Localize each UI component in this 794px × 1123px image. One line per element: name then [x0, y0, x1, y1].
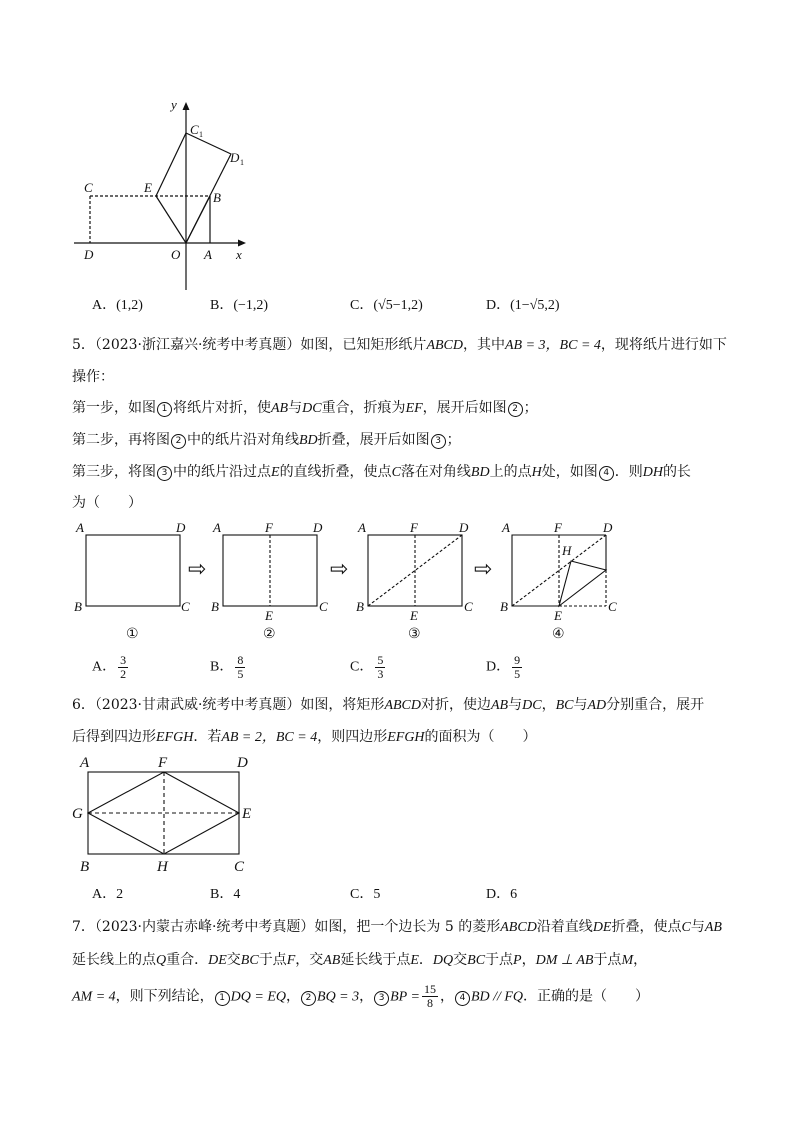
q4-option-a[interactable]: A．(1,2)	[92, 298, 143, 313]
x-axis-arrow-icon	[238, 240, 246, 247]
q6-label-B: B	[80, 859, 90, 875]
q4-option-d[interactable]: D．(1−√5,2)	[486, 298, 560, 313]
q5-option-b[interactable]: B． $\frac{8}{5}$	[210, 653, 244, 681]
q4-option-c[interactable]: C．(√5−1,2)	[350, 298, 423, 313]
fig1-label-B: B	[74, 599, 82, 614]
q7-line-1: 7．（2023·内蒙古赤峰·统考中考真题）如图，把一个边长为 5 的菱形ABCD沿着直线DE折叠，使点C与AB	[72, 919, 722, 935]
q6-label-E: E	[242, 806, 252, 822]
label-E: E	[144, 180, 152, 195]
fig1-rectangle	[86, 535, 180, 606]
arrow-3-icon: ⇨	[474, 556, 493, 581]
fig2-label-D: D	[313, 520, 323, 535]
fig2-caption: ②	[263, 626, 276, 642]
fig3-label-B: B	[356, 599, 364, 614]
fig4-outline	[512, 535, 606, 606]
q6-label-C: C	[234, 859, 245, 875]
q5-line-1: 5．（2023·浙江嘉兴·统考中考真题）如图，已知矩形纸片ABCD，其中AB = 3，BC = 4，现将纸片进行如下	[72, 337, 727, 353]
fig3-diagonal-BD	[368, 535, 462, 606]
q6-label-A: A	[80, 755, 90, 771]
label-y: y	[171, 97, 177, 112]
q5-step-1: 第一步，如图 1 将纸片对折，使AB与DC重合，折痕为EF，展开后如图 2 ；	[72, 400, 538, 416]
q7-line-3: AM = 4，则下列结论， 1 DQ = EQ， 2 BQ = 3， 3 BP = $\frac{15}{8}$ ， 4 BD // FQ．正确的是（ ）	[72, 982, 650, 1010]
q5-line-last: 为（ ）	[72, 495, 142, 511]
segment-OE	[156, 196, 186, 243]
fig4-folded-triangle	[559, 561, 606, 606]
q5-step-2: 第二步，再将图 2 中的纸片沿对角线BD折叠，展开后如图 3 ；	[72, 432, 461, 448]
q6-label-G: G	[72, 806, 83, 822]
fig4-diagonal-BD	[512, 535, 606, 606]
fig4-label-C: C	[608, 599, 617, 614]
fig4-label-B: B	[500, 599, 508, 614]
fig3-label-E: E	[410, 608, 418, 623]
q6-line-2: 后得到四边形EFGH．若AB = 2，BC = 4，则四边形EFGH的面积为（ ）	[72, 729, 537, 745]
label-D1-sub: 1	[240, 158, 244, 167]
fig2-label-A: A	[213, 520, 221, 535]
fig2-label-C: C	[319, 599, 328, 614]
q6-rect-ABCD	[88, 772, 239, 854]
label-D: D	[84, 247, 94, 262]
q6-label-D: D	[237, 755, 248, 771]
q5-option-a[interactable]: A． $\frac{3}{2}$	[92, 653, 127, 681]
y-axis-arrow-icon	[183, 102, 190, 110]
fig4-label-D: D	[603, 520, 613, 535]
fig3-rectangle	[368, 535, 462, 606]
q6-label-F: F	[158, 755, 168, 771]
fig4-label-F: F	[554, 520, 562, 535]
fig2-label-F: F	[265, 520, 273, 535]
q6-option-b[interactable]: B．4	[210, 887, 241, 902]
label-C1-sub: 1	[199, 130, 203, 139]
fig1-caption: ①	[126, 626, 139, 642]
q6-label-H: H	[157, 859, 168, 875]
segment-OB	[186, 196, 210, 243]
label-O: O	[171, 247, 181, 262]
q6-option-d[interactable]: D．6	[486, 887, 518, 902]
fig1-label-A: A	[76, 520, 84, 535]
fig3-label-C: C	[464, 599, 473, 614]
q5-step-3: 第三步，将图 3 中的纸片沿过点E的直线折叠，使点C落在对角线BD上的点H处，如图 4 ．则DH的长	[72, 464, 691, 480]
fig3-label-F: F	[410, 520, 418, 535]
q6-line-1: 6．（2023·甘肃武威·统考中考真题）如图，将矩形ABCD对折，使边AB与DC，BC与AD分别重合，展开	[72, 697, 705, 713]
fig2-label-B: B	[211, 599, 219, 614]
fig4-caption: ④	[552, 626, 565, 642]
fig2-label-E: E	[265, 608, 273, 623]
q6-option-c[interactable]: C．5	[350, 887, 381, 902]
q5-option-d[interactable]: D． $\frac{9}{5}$	[486, 653, 521, 681]
fig4-label-A: A	[502, 520, 510, 535]
q6-rhombus-EFGH	[88, 772, 239, 854]
fig1-label-D: D	[176, 520, 186, 535]
fig3-label-D: D	[459, 520, 469, 535]
label-A: A	[204, 247, 212, 262]
segment-EC1	[156, 133, 186, 196]
label-x: x	[236, 247, 242, 262]
fig4-label-H: H	[562, 543, 572, 558]
label-C1: C	[190, 122, 199, 137]
q4-coordinate-figure	[0, 0, 794, 300]
q5-option-c[interactable]: C． $\frac{5}{3}$	[350, 653, 384, 681]
q7-line-2: 延长线上的点Q重合．DE交BC于点F，交AB延长线于点E．DQ交BC于点P，DM ⊥ AB于点M，	[72, 952, 648, 968]
fig4-label-E: E	[554, 608, 562, 623]
q4-option-b[interactable]: B．(−1,2)	[210, 298, 269, 313]
label-B: B	[213, 190, 221, 205]
fig2-rectangle	[223, 535, 317, 606]
fig1-label-C: C	[181, 599, 190, 614]
fig3-label-A: A	[358, 520, 366, 535]
q6-option-a[interactable]: A．2	[92, 887, 124, 902]
label-D1: D	[230, 150, 240, 165]
arrow-2-icon: ⇨	[330, 556, 349, 581]
q5-line-2: 操作：	[72, 369, 114, 385]
fig3-caption: ③	[408, 626, 421, 642]
arrow-1-icon: ⇨	[188, 556, 207, 581]
label-C: C	[84, 180, 93, 195]
